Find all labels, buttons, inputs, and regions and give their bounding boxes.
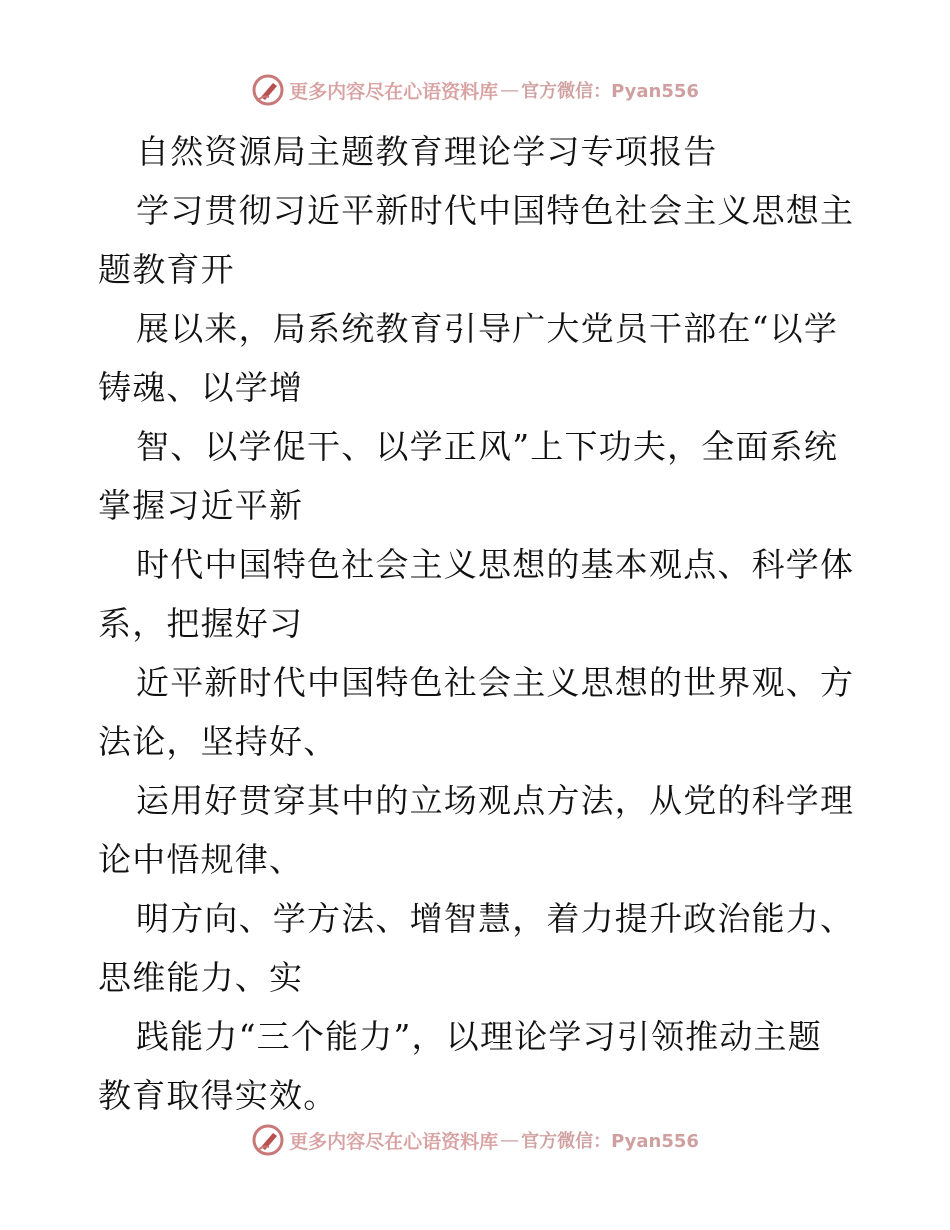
text-line: 法论，坚持好、 (98, 722, 338, 761)
watermark-wechat: 官方微信：Pyan556 (521, 1131, 699, 1152)
text-line: 学习贯彻习近平新时代中国特色社会主义思想主 (136, 191, 855, 230)
text-line: 自然资源局主题教育理论学习专项报告 (136, 132, 718, 171)
watermark-separator: — (500, 1129, 520, 1151)
watermark-wechat: 官方微信：Pyan556 (521, 81, 699, 102)
footer-watermark (0, 1120, 950, 1160)
text-line: 践能力“三个能力”，以理论学习引领推动主题 (136, 1017, 822, 1056)
text-line: 题教育开 (98, 250, 235, 289)
document-body (98, 122, 858, 1125)
pen-logo-icon (251, 73, 285, 107)
text-line: 系，把握好习 (98, 604, 304, 643)
text-line: 展以来，局系统教育引导广大党员干部在“以学 (136, 309, 839, 348)
text-line: 论中悟规律、 (98, 840, 304, 879)
watermark-text: 更多内容尽在心语资料库 (289, 80, 499, 103)
header-watermark (0, 70, 950, 110)
text-line: 运用好贯穿其中的立场观点方法，从党的科学理 (136, 781, 855, 820)
pen-logo-icon (251, 1123, 285, 1157)
text-line: 掌握习近平新 (98, 486, 304, 525)
text-line: 思维能力、实 (98, 958, 304, 997)
text-line: 近平新时代中国特色社会主义思想的世界观、方 (136, 663, 855, 702)
text-line: 明方向、学方法、增智慧，着力提升政治能力、 (136, 899, 855, 938)
text-line: 时代中国特色社会主义思想的基本观点、科学体 (136, 545, 855, 584)
text-line: 铸魂、以学增 (98, 368, 304, 407)
watermark-text: 更多内容尽在心语资料库 (289, 1130, 499, 1153)
text-line: 教育取得实效。 (98, 1076, 338, 1115)
text-line: 智、以学促干、以学正风”上下功夫，全面系统 (136, 427, 839, 466)
watermark-separator: — (500, 79, 520, 101)
